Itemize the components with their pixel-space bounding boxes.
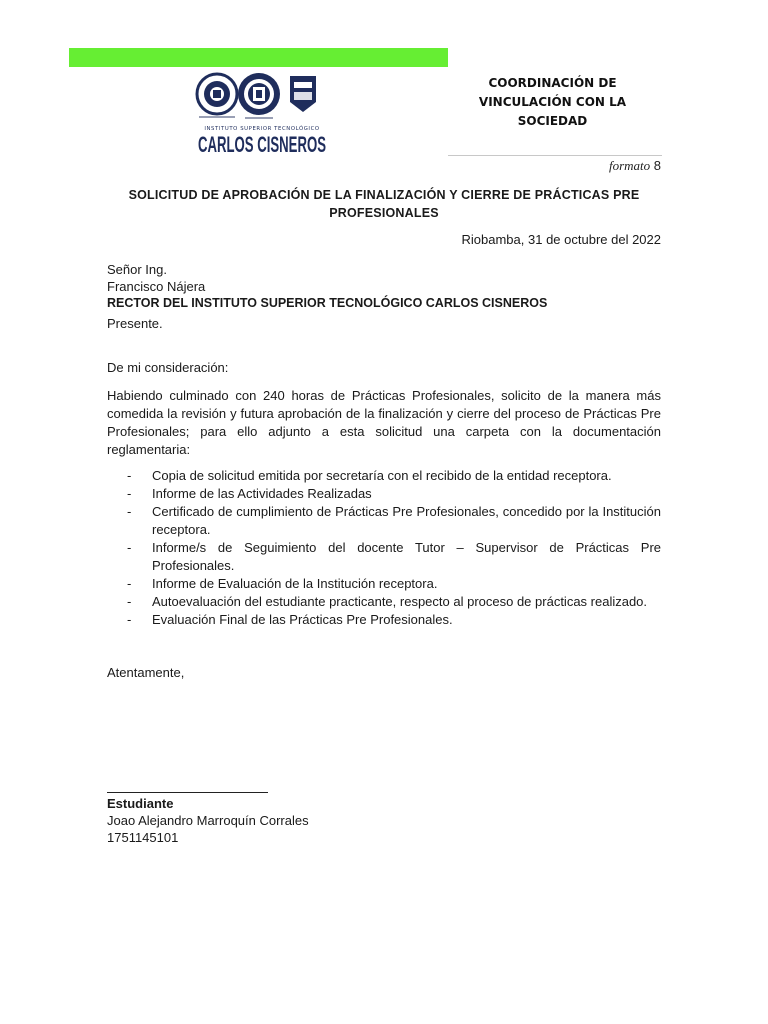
header-divider [448,155,662,156]
list-item: - Evaluación Final de las Prácticas Pre Profesionales. [107,611,661,629]
coordination-line-3: SOCIEDAD [517,114,588,128]
list-item: - Informe de las Actividades Realizadas [107,485,661,503]
header-green-bar [69,48,448,67]
format-label [609,158,661,174]
format-number: 8 [653,158,661,173]
signature-role: Estudiante [107,796,174,811]
recipient-salutation: Señor Ing. [107,262,167,277]
recipient-presente: Presente. [107,316,163,331]
closing: Atentamente, [107,665,185,680]
list-item: - Copia de solicitud emitida por secretaría con el recibido de la entidad receptora. [107,467,661,485]
coordination-line-1: COORDINACIÓN DE [488,76,617,90]
format-word: formato [608,158,651,173]
document-title: SOLICITUD DE APROBACIÓN DE LA FINALIZACIÓN Y CIERRE DE PRÁCTICAS PRE PROFESIONALES [128,188,640,220]
signature-id-number: 1751145101 [107,830,179,845]
requirements-list [107,467,661,629]
recipient-position: RECTOR DEL INSTITUTO SUPERIOR TECNOLÓGICO CARLOS CISNEROS [107,296,548,310]
list-item: - Autoevaluación del estudiante practicante, respecto al proceso de prácticas realizado. [107,593,661,611]
signature-name: Joao Alejandro Marroquín Corrales [107,813,309,828]
coordination-title [470,74,635,131]
greeting: De mi consideración: [107,360,229,375]
list-item: - Informe de Evaluación de la Institución receptora. [107,575,661,593]
recipient-name: Francisco Nájera [107,279,206,294]
list-item: - Certificado de cumplimiento de Prácticas Pre Profesionales, concedido por la Institución receptora. [107,503,661,539]
coordination-line-2: VINCULACIÓN CON LA [478,95,627,109]
place-date: Riobamba, 31 de octubre del 2022 [461,232,661,247]
body-paragraph: Habiendo culminado con 240 horas de Prácticas Profesionales, solicito de la manera más comedida la revisión y futura aprobación de la finalización y cierre del proceso de Prácticas Pre Profesionales; para ello adjunto a esta solicitud una carpeta con la documentación reglamentaria: [107,388,661,457]
institution-name-text: CARLOS CISNEROS [198,132,326,157]
list-item: - Informe/s de Seguimiento del docente Tutor – Supervisor de Prácticas Pre Profesionales. [107,539,661,575]
signature-line [107,792,268,793]
institution-logo [195,72,330,158]
institution-small-text: INSTITUTO SUPERIOR TECNOLÓGICO [204,126,320,132]
logo-seals-icon [195,72,330,158]
